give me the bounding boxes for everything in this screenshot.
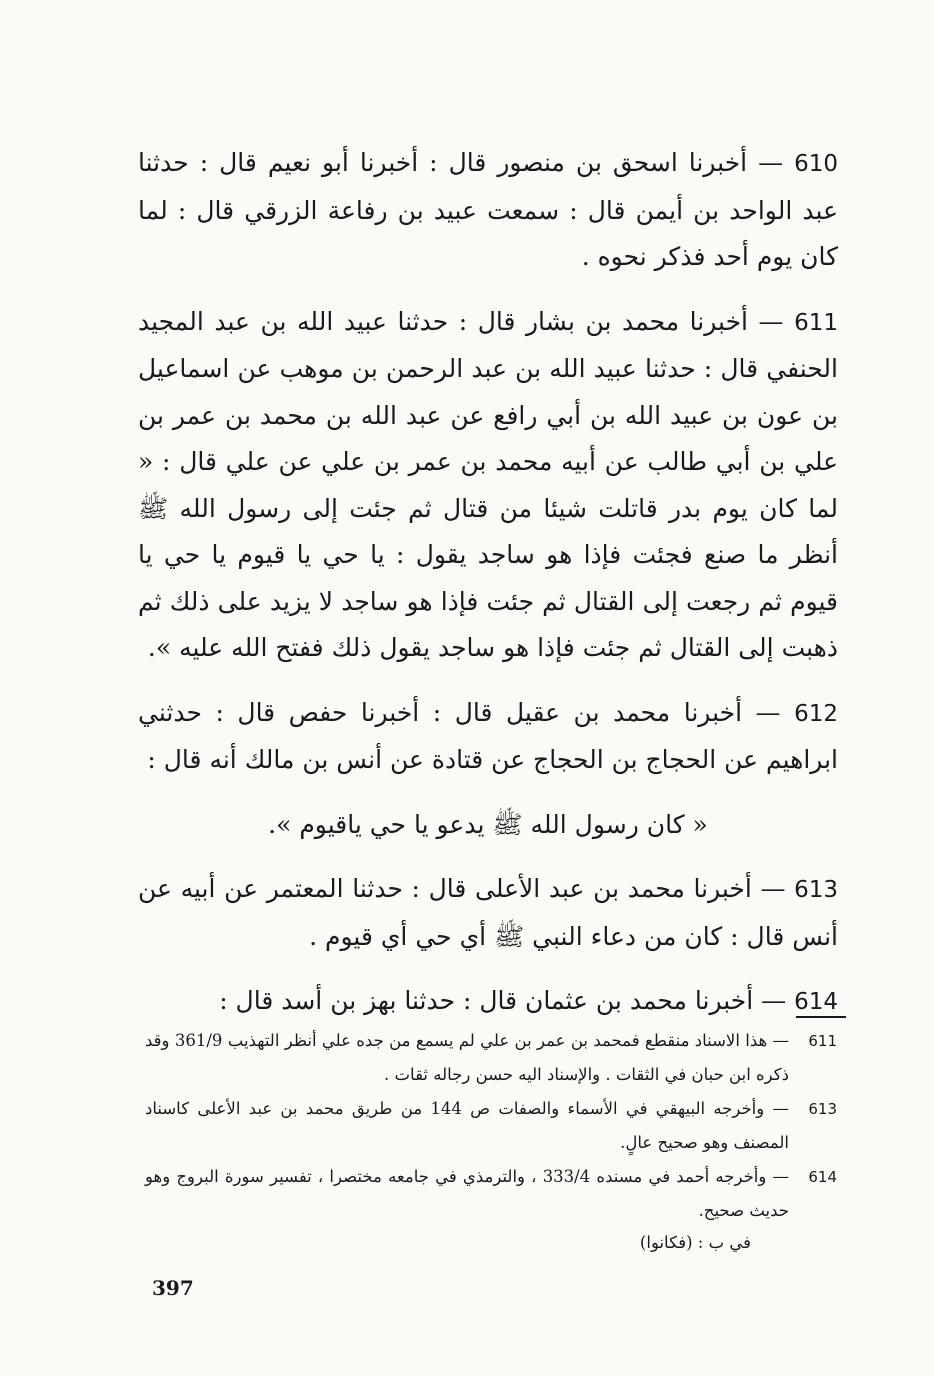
hadith-610 [138, 140, 838, 281]
footnote-text [145, 1092, 789, 1160]
hadith-number: 610 [794, 151, 838, 177]
text-line: — أخبرنا محمد بن عثمان قال : حدثنا بهز بن أسد قال : [219, 986, 787, 1015]
hadith-612 [138, 690, 838, 784]
footnote-line: — هذا الاسناد منقطع فمحمد بن عمر بن علي لم يسمع من جده علي أنظر التهذيب [227, 1031, 790, 1050]
hadith-613 [138, 866, 838, 960]
text-line: — أخبرنا محمد بن بشار قال : حدثنا عبيد الله بن عبد المجيد [138, 306, 784, 336]
footnote-divider [796, 1016, 846, 1018]
text-line: عن أنس قال : كان من دعاء النبي ﷺ أي حي أي قيوم . [138, 874, 838, 951]
hadith-number: 614 [794, 989, 838, 1015]
text-line: كان يوم أحد فذكر نحوه . [581, 242, 838, 271]
footnote-614 [145, 1160, 837, 1228]
text-line: ثم رجعت إلى القتال ثم جئت فإذا هو ساجد لا يزيد على ذلك ثم ذهبت [138, 586, 838, 662]
footnote-line: 361/9 وقد ذكره ابن حبان في الثقات . والإسناد اليه حسن رجاله ثقات . [145, 1031, 789, 1084]
footnote-613 [145, 1092, 837, 1160]
text-line: حدثنا عبد الواحد بن أيمن قال : سمعت عبيد بن رفاعة الزرقي قال : لما [138, 148, 838, 225]
footnote-number: 614 [808, 1168, 837, 1186]
text-line: أنظر ما صنع فجئت فإذا هو ساجد يقول : يا حي يا قيوم يا حي يا قيوم [138, 540, 838, 616]
footnote-line: — وأخرجه البيهقي في الأسماء والصفات ص 144 من طريق محمد بن عبد الأعلى [197, 1099, 790, 1118]
text-line: ابراهيم عن الحجاج بن الحجاج عن قتادة عن أنس بن مالك أنه قال : [147, 745, 838, 774]
text-line: « لما كان يوم بدر قاتلت شيئا من قتال ثم جئت إلى رسول الله ﷺ [138, 447, 838, 523]
text-line: — أخبرنا محمد بن عبد الأعلى قال : حدثنا المعتمر عن أبيه [180, 874, 786, 903]
main-text [138, 140, 838, 1026]
footnote-line: — وأخرجه أحمد في مسنده 333/4 ، والترمذي في جامعه مختصرا ، تفسير سورة [224, 1167, 789, 1186]
text-line: عون بن عبيد الله بن أبي رافع عن عبد الله بن محمد بن عمر بن علي بن [138, 400, 839, 476]
footnote-text [145, 1160, 789, 1228]
text-line: — أخبرنا محمد بن عقيل قال : أخبرنا حفص قال : حدثني [138, 697, 781, 727]
hadith-611 [138, 299, 838, 672]
footnote-number: 611 [808, 1032, 837, 1050]
hadith-612-quote: « كان رسول الله ﷺ يدعو يا حي ياقيوم ». [268, 809, 708, 839]
text-line: إلى القتال ثم جئت فإذا هو ساجد يقول ذلك ففتح الله عليه ». [147, 633, 774, 662]
footnote-number: 613 [808, 1100, 837, 1118]
hadith-number: 612 [794, 700, 838, 727]
footnote-line: البروج وهو حديث صحيح. [145, 1167, 789, 1220]
hadith-number: 611 [794, 309, 838, 336]
footnotes [145, 1024, 837, 1258]
text-line: الحنفي قال : حدثنا عبيد الله بن عبد الرحمن بن موهب عن اسماعيل بن [138, 354, 838, 430]
footnote-text [145, 1024, 789, 1092]
text-line: — أخبرنا اسحق بن منصور قال : أخبرنا أبو نعيم قال : [199, 148, 784, 177]
footnote-variant-reading: في ب : (فكانوا) [639, 1233, 751, 1252]
text-line: أبي طالب عن أبيه محمد بن عمر بن علي عن علي قال : [162, 447, 751, 476]
footnote-611 [145, 1024, 837, 1092]
hadith-614 [138, 978, 838, 1026]
footnote-line: كاسناد المصنف وهو صحيح عالٍ. [145, 1099, 789, 1152]
page-number: 397 [152, 1276, 194, 1300]
hadith-number: 613 [794, 877, 839, 903]
